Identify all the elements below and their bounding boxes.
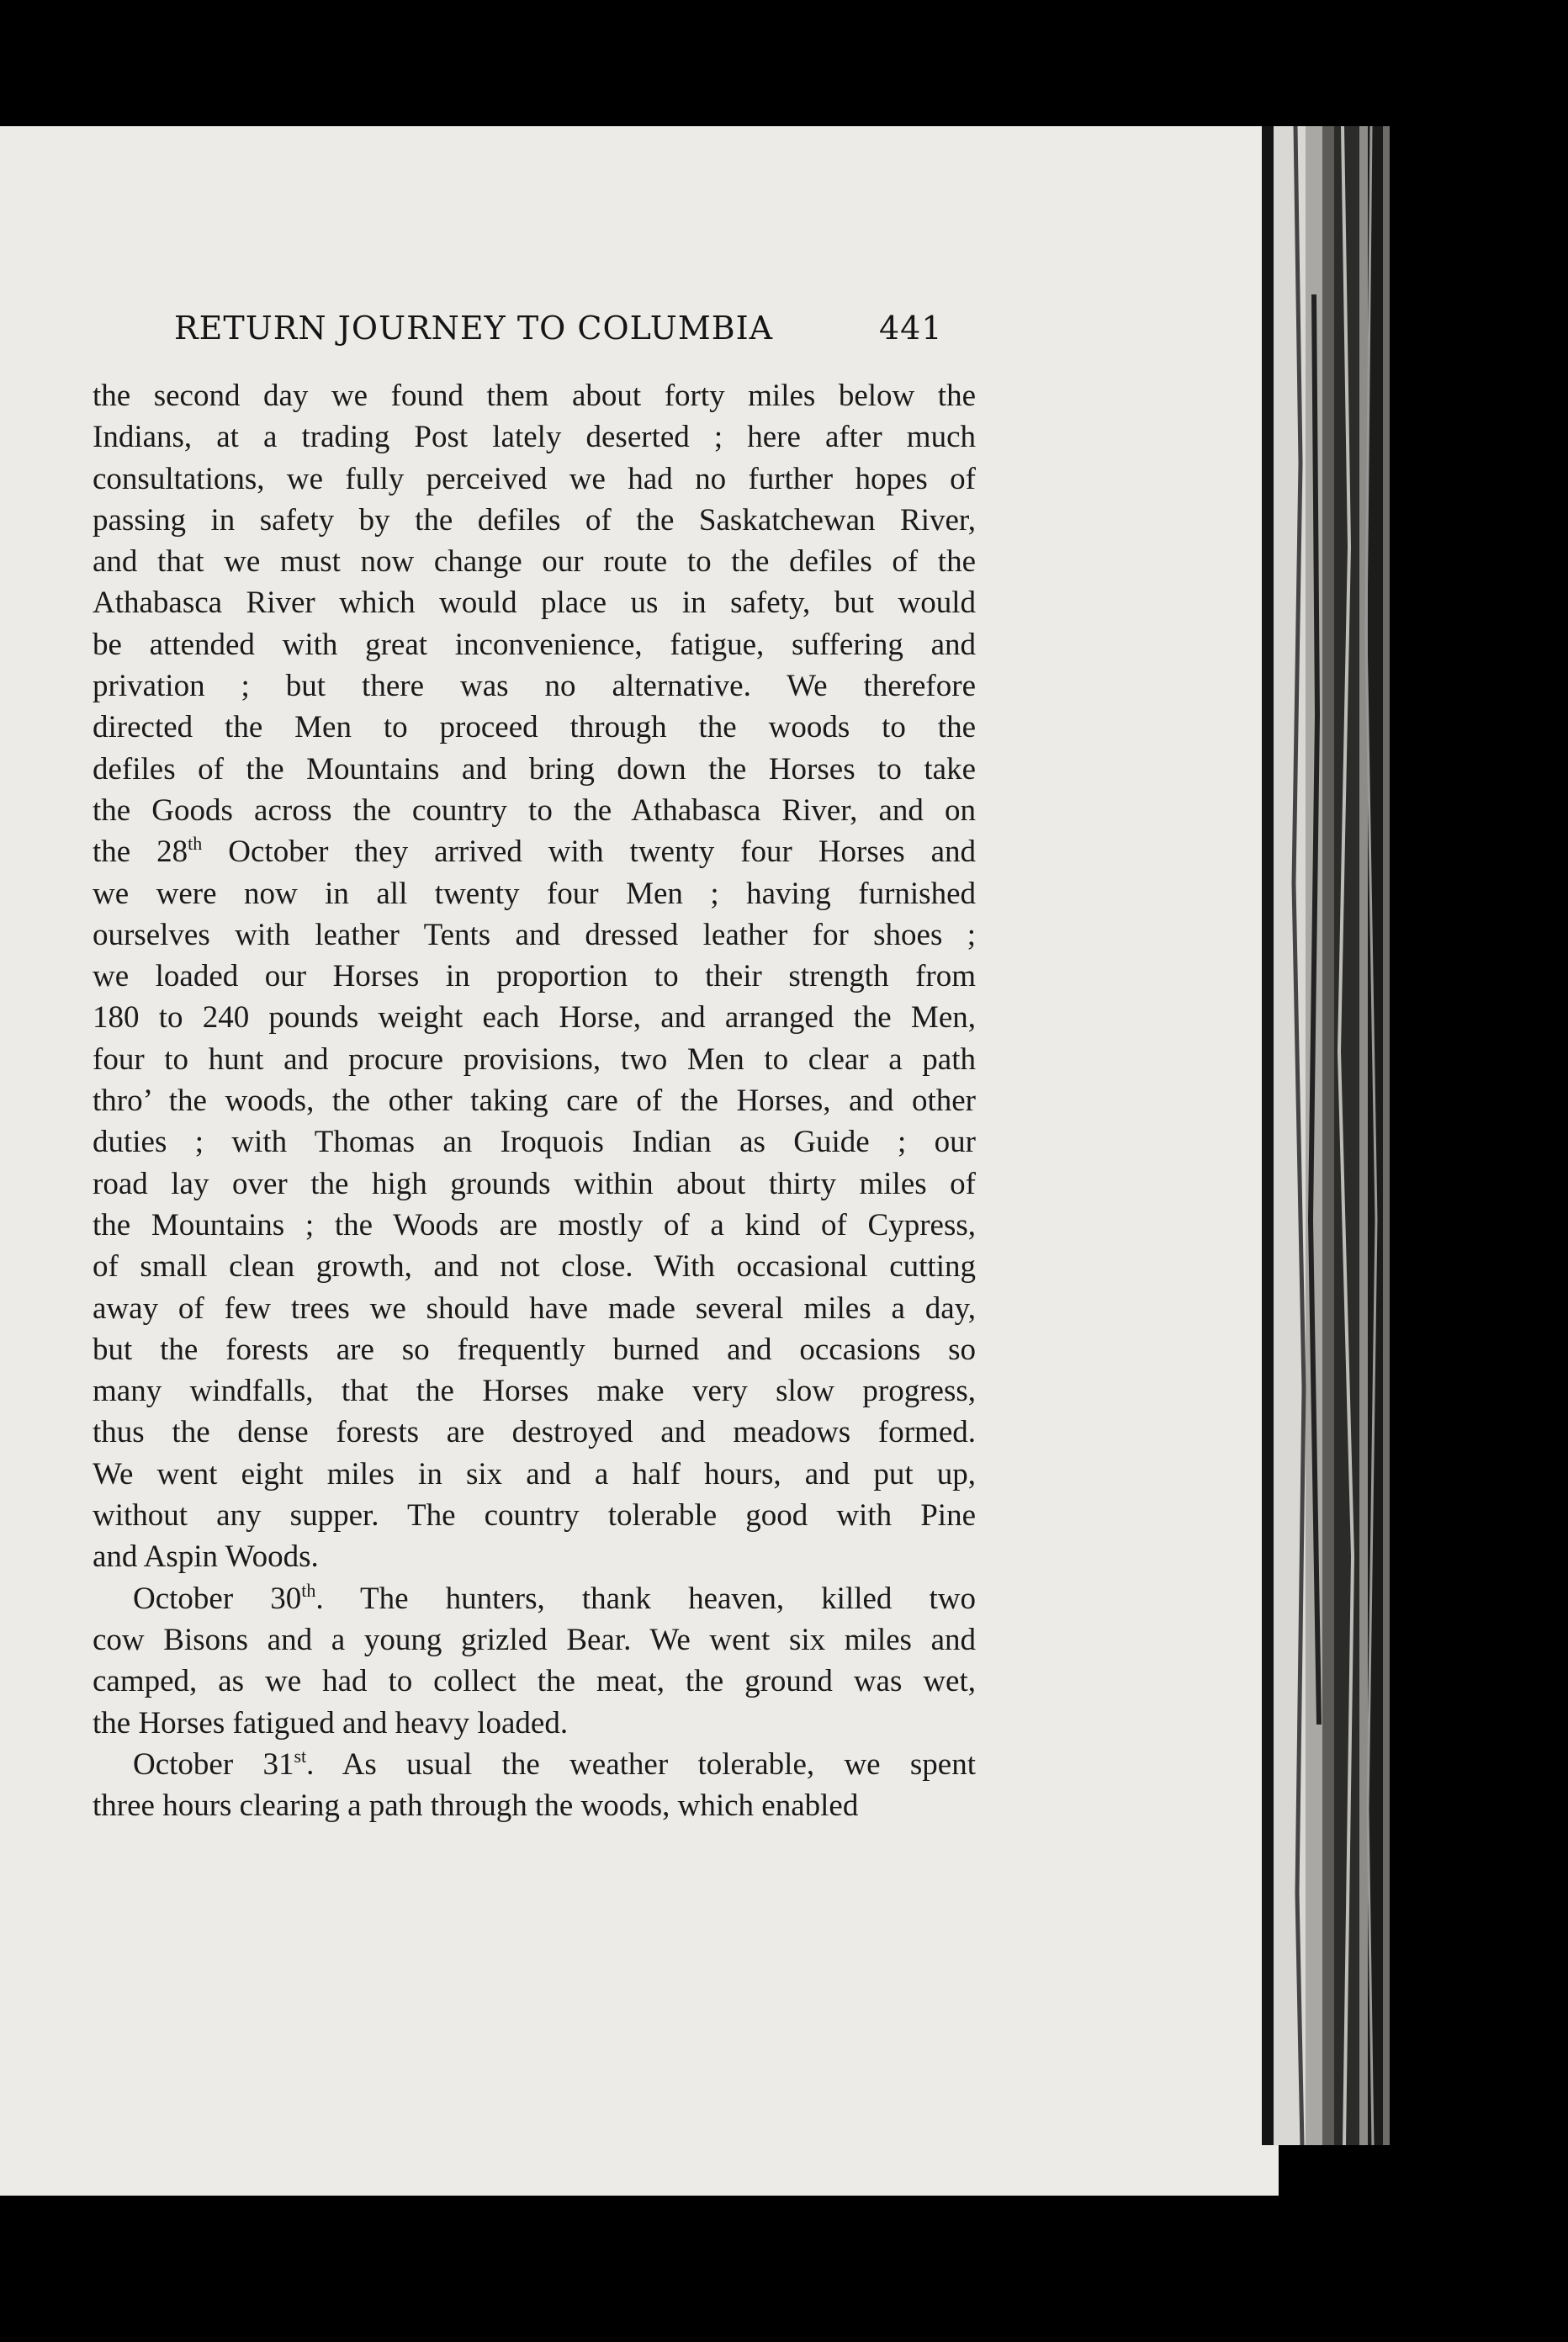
text-line-content: cow Bisons and a young grizled Bear. We went six miles and <box>93 1622 976 1657</box>
text-line-content: October 30 <box>133 1581 302 1616</box>
text-line-content: and Aspin Woods. <box>93 1539 319 1575</box>
text-line-content: but the forests are so frequently burned and occasions so <box>93 1332 976 1367</box>
text-line <box>93 582 976 623</box>
text-line <box>93 1412 976 1453</box>
text-line <box>93 914 976 956</box>
text-line-content: the Goods across the country to the Athabasca River, and on <box>93 792 976 828</box>
text-line <box>93 375 976 416</box>
text-line <box>93 1703 976 1744</box>
text-line <box>93 1619 976 1661</box>
text-line <box>93 749 976 790</box>
text-line-content: directed the Men to proceed through the woods to the <box>93 710 976 745</box>
text-line-continuation: October they arrived with twenty four Horses and <box>202 835 976 870</box>
page-number: 441 <box>879 310 943 347</box>
text-line <box>93 1246 976 1287</box>
text-line <box>93 831 976 872</box>
text-line-content: the 28 <box>93 835 188 870</box>
text-line <box>93 1329 976 1370</box>
text-line <box>93 416 976 458</box>
text-line-content: of small clean growth, and not close. With occasional cutting <box>93 1249 976 1285</box>
text-line-content: three hours clearing a path through the woods, which enabled <box>93 1788 859 1824</box>
text-line-content: the Horses fatigued and heavy loaded. <box>93 1705 569 1741</box>
text-line-content: we were now in all twenty four Men ; having furnished <box>93 876 976 911</box>
text-line-continuation: . The hunters, thank heaven, killed two <box>315 1581 976 1616</box>
superscript: th <box>188 833 203 855</box>
fore-edge-texture <box>1262 126 1438 2145</box>
text-line <box>93 1661 976 1702</box>
superscript: st <box>294 1745 307 1767</box>
text-line <box>93 500 976 541</box>
text-line-content: passing in safety by the defiles of the Saskatchewan River, <box>93 502 976 538</box>
book-fore-edge <box>1262 126 1438 2145</box>
text-line-content: be attended with great inconvenience, fatigue, suffering and <box>93 627 976 662</box>
text-line <box>93 707 976 748</box>
text-line-content: road lay over the high grounds within about thirty miles of <box>93 1166 976 1201</box>
text-line-content: we loaded our Horses in proportion to their strength from <box>93 959 976 994</box>
text-line <box>93 997 976 1038</box>
text-line <box>93 1454 976 1495</box>
text-line-content: privation ; but there was no alternative. We therefore <box>93 669 976 704</box>
text-line-content: the second day we found them about forty miles below the <box>93 379 976 413</box>
text-line-content: the Mountains ; the Woods are mostly of a kind of Cypress, <box>93 1207 976 1243</box>
text-line <box>93 1121 976 1163</box>
text-line <box>93 1370 976 1412</box>
text-line-continuation: . As usual the weather tolerable, we spent <box>306 1746 976 1782</box>
text-line-content: We went eight miles in six and a half hours, and put up, <box>93 1456 976 1492</box>
text-line <box>93 1785 976 1826</box>
text-line <box>93 1744 976 1785</box>
text-line <box>93 956 976 997</box>
text-line-content: four to hunt and procure provisions, two Men to clear a path <box>93 1041 976 1077</box>
text-line <box>93 1205 976 1246</box>
text-line-content: consultations, we fully perceived we had no further hopes of <box>93 461 976 496</box>
text-line-content: thus the dense forests are destroyed and meadows formed. <box>93 1415 976 1450</box>
text-line-content: 180 to 240 pounds weight each Horse, and arranged the Men, <box>93 1000 976 1036</box>
text-line-content: ourselves with leather Tents and dressed leather for shoes ; <box>93 917 976 952</box>
text-line <box>93 665 976 707</box>
text-line-content: and that we must now change our route to the defiles of the <box>93 544 976 580</box>
text-line <box>93 1039 976 1080</box>
text-line <box>93 873 976 914</box>
text-line-content: thro’ the woods, the other taking care of the Horses, and other <box>93 1084 976 1119</box>
text-line <box>93 1163 976 1205</box>
text-line <box>93 1288 976 1329</box>
text-line <box>93 624 976 665</box>
text-line-content: defiles of the Mountains and bring down the Horses to take <box>93 751 976 787</box>
text-line <box>93 790 976 831</box>
text-line-content: away of few trees we should have made several miles a day, <box>93 1290 976 1326</box>
text-line <box>93 1080 976 1121</box>
text-line <box>93 1578 976 1619</box>
text-line-content: Athabasca River which would place us in safety, but would <box>93 586 976 621</box>
text-line-content: Indians, at a trading Post lately deserted ; here after much <box>93 420 976 455</box>
text-line <box>93 458 976 500</box>
text-line-content: camped, as we had to collect the meat, the ground was wet, <box>93 1664 976 1699</box>
text-line-content: many windfalls, that the Horses make very slow progress, <box>93 1374 976 1409</box>
text-line <box>93 1536 976 1577</box>
body-text <box>93 375 976 1826</box>
text-line-content: October 31 <box>133 1746 294 1782</box>
text-line-content: duties ; with Thomas an Iroquois Indian as Guide ; our <box>93 1125 976 1160</box>
superscript: th <box>301 1579 316 1601</box>
header-title: RETURN JOURNEY TO COLUMBIA <box>174 310 774 347</box>
text-line-content: without any supper. The country tolerable good with Pine <box>93 1498 976 1534</box>
text-line <box>93 1495 976 1536</box>
text-line <box>93 541 976 582</box>
